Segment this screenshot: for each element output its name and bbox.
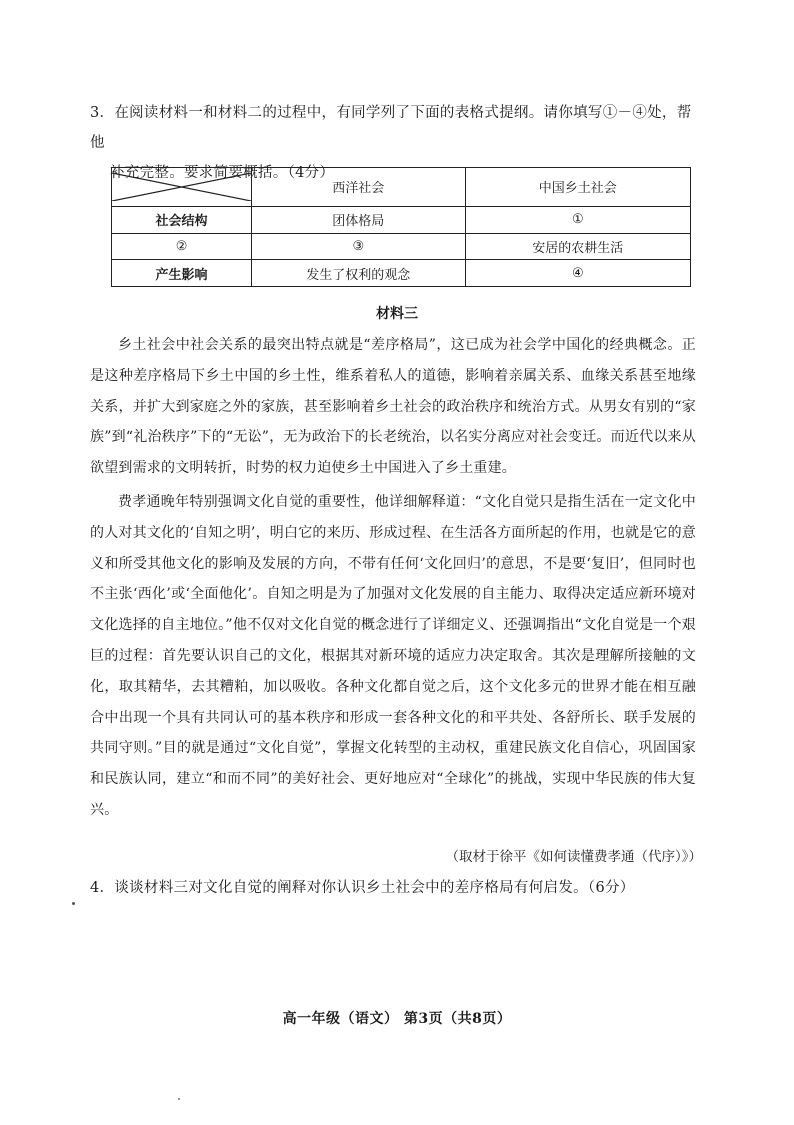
table-cell: ②: [112, 233, 252, 260]
source-citation: （取材于徐平《如何读懂费孝通（代序）》）: [445, 849, 702, 865]
table-row: [112, 206, 691, 233]
page-footer: 高一年级（语文） 第3页（共8页）: [282, 1011, 512, 1027]
table-header-west: 西洋社会: [252, 168, 466, 207]
table-header-row: [112, 168, 691, 207]
table-cell: 安居的农耕生活: [465, 233, 690, 260]
table-cell: 团体格局: [252, 206, 466, 233]
paragraph-text: 费孝通晚年特别强调文化自觉的重要性，他详细解释道：“文化自觉只是指生活在一定文化中的人对其文化的‘自知之明’，明白它的来历、形成过程、在生活各方面所起的作用，也就是它的意义和所受其他文化的影响及发展的方向，不带有任何‘文化回归’的意思，不是要‘复旧’，但同时也不主张‘西化’或‘全面他化’。自知之明是为了加强对文化发展的自主能力、取得决定适应新环境对文化选择的自主地位。”他不仅对文化自觉的概念进行了详细定义、还强调指出“文化自觉是一个艰巨的过程：首先要认识自己的文化，根据其对新环境的适应力决定取舍。其次是理解所接触的文化，取其精华，去其糟粕，加以吸收。各种文化都自觉之后，这个文化多元的世界才能在相互融合中出现一个具有共同认可的基本秩序和形成一套各种文化的和平共处、各舒所长、联手发展的共同守则。”目的就是通过“文化自觉”，掌握文化转型的主动权，重建民族文化自信心，巩固国家和民族认同，建立“和而不同”的美好社会、更好地应对“全球化”的挑战，实现中华民族的伟大复兴。: [90, 494, 696, 818]
table-row: [112, 260, 691, 287]
table-row: [112, 233, 691, 260]
question-4: 4．谈谈材料三对文化自觉的阐释对你认识乡土社会中的差序格局有何启发。（6分）: [90, 880, 635, 896]
table-header-china: 中国乡土社会: [465, 168, 690, 207]
paragraph-text: 乡土社会中社会关系的最突出特点就是“差序格局”，这已成为社会学中国化的经典概念。正是这种差序格局下乡土中国的乡土性，维系着私人的道德，影响着亲属关系、血缘关系甚至地缘关系，并扩大到家庭之外的家族，甚至影响着乡土社会的政治秩序和统治方式。从男女有别的“家族”到“礼治秩序”下的“无讼”，无为政治下的长老统治，以名实分离应对社会变迁。而近代以来从欲望到需求的文明转折，时势的权力迫使乡土中国进入了乡土重建。: [90, 337, 696, 477]
stray-mark: [178, 1098, 180, 1100]
question-3-line1: 3．在阅读材料一和材料二的过程中，有同学列了下面的表格式提纲。请你填写①－④处，帮他: [90, 105, 692, 151]
table-cell: 发生了权利的观念: [252, 260, 466, 287]
diagonal-header-cell: [112, 168, 252, 207]
material-3-paragraph-2: [90, 487, 696, 826]
outline-table: [111, 167, 691, 287]
material-3-paragraph-1: [90, 330, 696, 484]
table-cell: 产生影响: [112, 260, 252, 287]
material-3-title: 材料三: [376, 306, 418, 322]
diagonal-cross-icon: [112, 173, 251, 201]
table-cell: ④: [465, 260, 690, 287]
table-cell: ①: [465, 206, 690, 233]
question-3-line2: 补充完整。要求简要概括。（4分）: [110, 165, 335, 181]
table-cell: 社会结构: [112, 206, 252, 233]
stray-mark: [72, 902, 75, 905]
table-cell: ③: [252, 233, 466, 260]
